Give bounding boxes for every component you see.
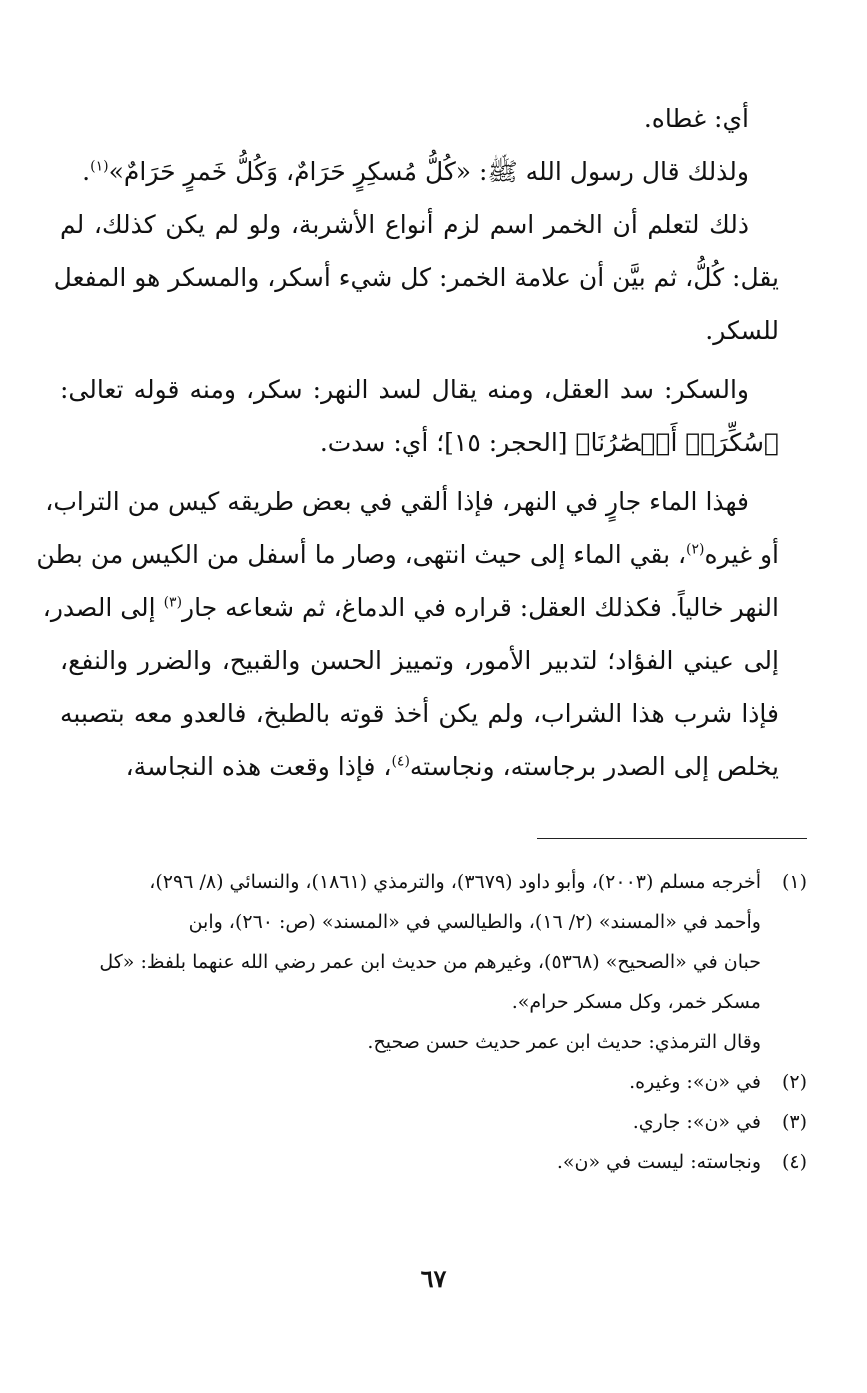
- footnote-4: (٤)ونجاسته: ليست في «ن».: [60, 1142, 807, 1182]
- text-line: فإذا شرب هذا الشراب، ولم يكن أخذ قوته بالطبخ، فالعدو معه بتصببه: [60, 699, 779, 728]
- footnote-number: (٣): [781, 1111, 807, 1133]
- text-line: ذلك لتعلم أن الخمر اسم لزم أنواع الأشربة، ولو لم يكن كذلك، لم: [60, 210, 749, 239]
- footnote-1-cont: حبان في «الصحيح» (٥٣٦٨)، وغيرهم من حديث ابن عمر رضي الله عنهما بلفظ: «كل: [99, 951, 761, 973]
- footnote-number: (١): [781, 871, 807, 893]
- footnote-marker[interactable]: (٤): [391, 753, 410, 770]
- footnote-marker[interactable]: (٣): [163, 594, 183, 611]
- text-line: يقل: كُلُّ، ثم بيَّن أن علامة الخمر: كل شيء أسكر، والمسكر هو المفعل: [53, 263, 779, 292]
- text-line: والسكر: سد العقل، ومنه يقال لسد النهر: سكر، ومنه قوله تعالى:: [60, 375, 749, 404]
- footnote-1-cont: مسكر خمر، وكل مسكر حرام».: [511, 991, 761, 1013]
- footnote-1-note: وقال الترمذي: حديث ابن عمر حديث حسن صحيح.: [367, 1031, 761, 1053]
- footnote-1-cont: وأحمد في «المسند» (٢/ ١٦)، والطيالسي في «المسند» (ص: ٢٦٠)، وابن: [188, 911, 761, 933]
- text-line: للسكر.: [705, 316, 779, 345]
- footnote-marker[interactable]: (٢): [686, 541, 705, 558]
- footnote-3: (٣)في «ن»: جاري.: [60, 1102, 807, 1142]
- text-line: أي: غطاه.: [643, 104, 749, 133]
- text-line: يخلص إلى الصدر برجاسته، ونجاسته$^{(٤)}$، فإذا وقعت هذه النجاسة،: [125, 752, 779, 781]
- footnote-marker[interactable]: (١): [90, 158, 109, 175]
- quran-verse-line: ﴿سُكِّرَتۡ أَبۡصَٰرُنَا﴾ [الحجر: ١٥]؛ أي: سدت.: [319, 428, 779, 457]
- text-line: فهذا الماء جارٍ في النهر، فإذا ألقي في بعض طريقه كيس من التراب،: [45, 487, 749, 516]
- footnote-number: (٢): [781, 1071, 807, 1093]
- text-line: النهر خالياً. فكذلك العقل: قراره في الدماغ، ثم شعاعه جار$^{(٣)}$ إلى الصدر،: [42, 593, 779, 622]
- text-line: إلى عيني الفؤاد؛ لتدبير الأمور، وتمييز الحسن والقبيح، والضرر والنفع،: [60, 646, 779, 675]
- footnote-1: (١)أخرجه مسلم (٢٠٠٣)، وأبو داود (٣٦٧٩)، والترمذي (١٨٦١)، والنسائي (٨/ ٢٩٦)،: [60, 862, 807, 902]
- text-line: أو غيره$^{(٢)}$، بقي الماء إلى حيث انتهى، وصار ما أسفل من الكيس من بطن: [36, 540, 779, 569]
- main-text: [36, 92, 779, 793]
- footnote-2: (٢)في «ن»: وغيره.: [60, 1062, 807, 1102]
- page-number: ٦٧: [420, 1264, 447, 1293]
- footnotes: [60, 862, 807, 1182]
- text-line: ولذلك قال رسول الله ﷺ: «كُلُّ مُسكِرٍ حَرَامٌ، وَكُلُّ خَمرٍ حَرَامٌ»$^{(١)}$.: [82, 157, 749, 186]
- footnote-number: (٤): [781, 1151, 807, 1173]
- footnote-divider: [537, 838, 807, 839]
